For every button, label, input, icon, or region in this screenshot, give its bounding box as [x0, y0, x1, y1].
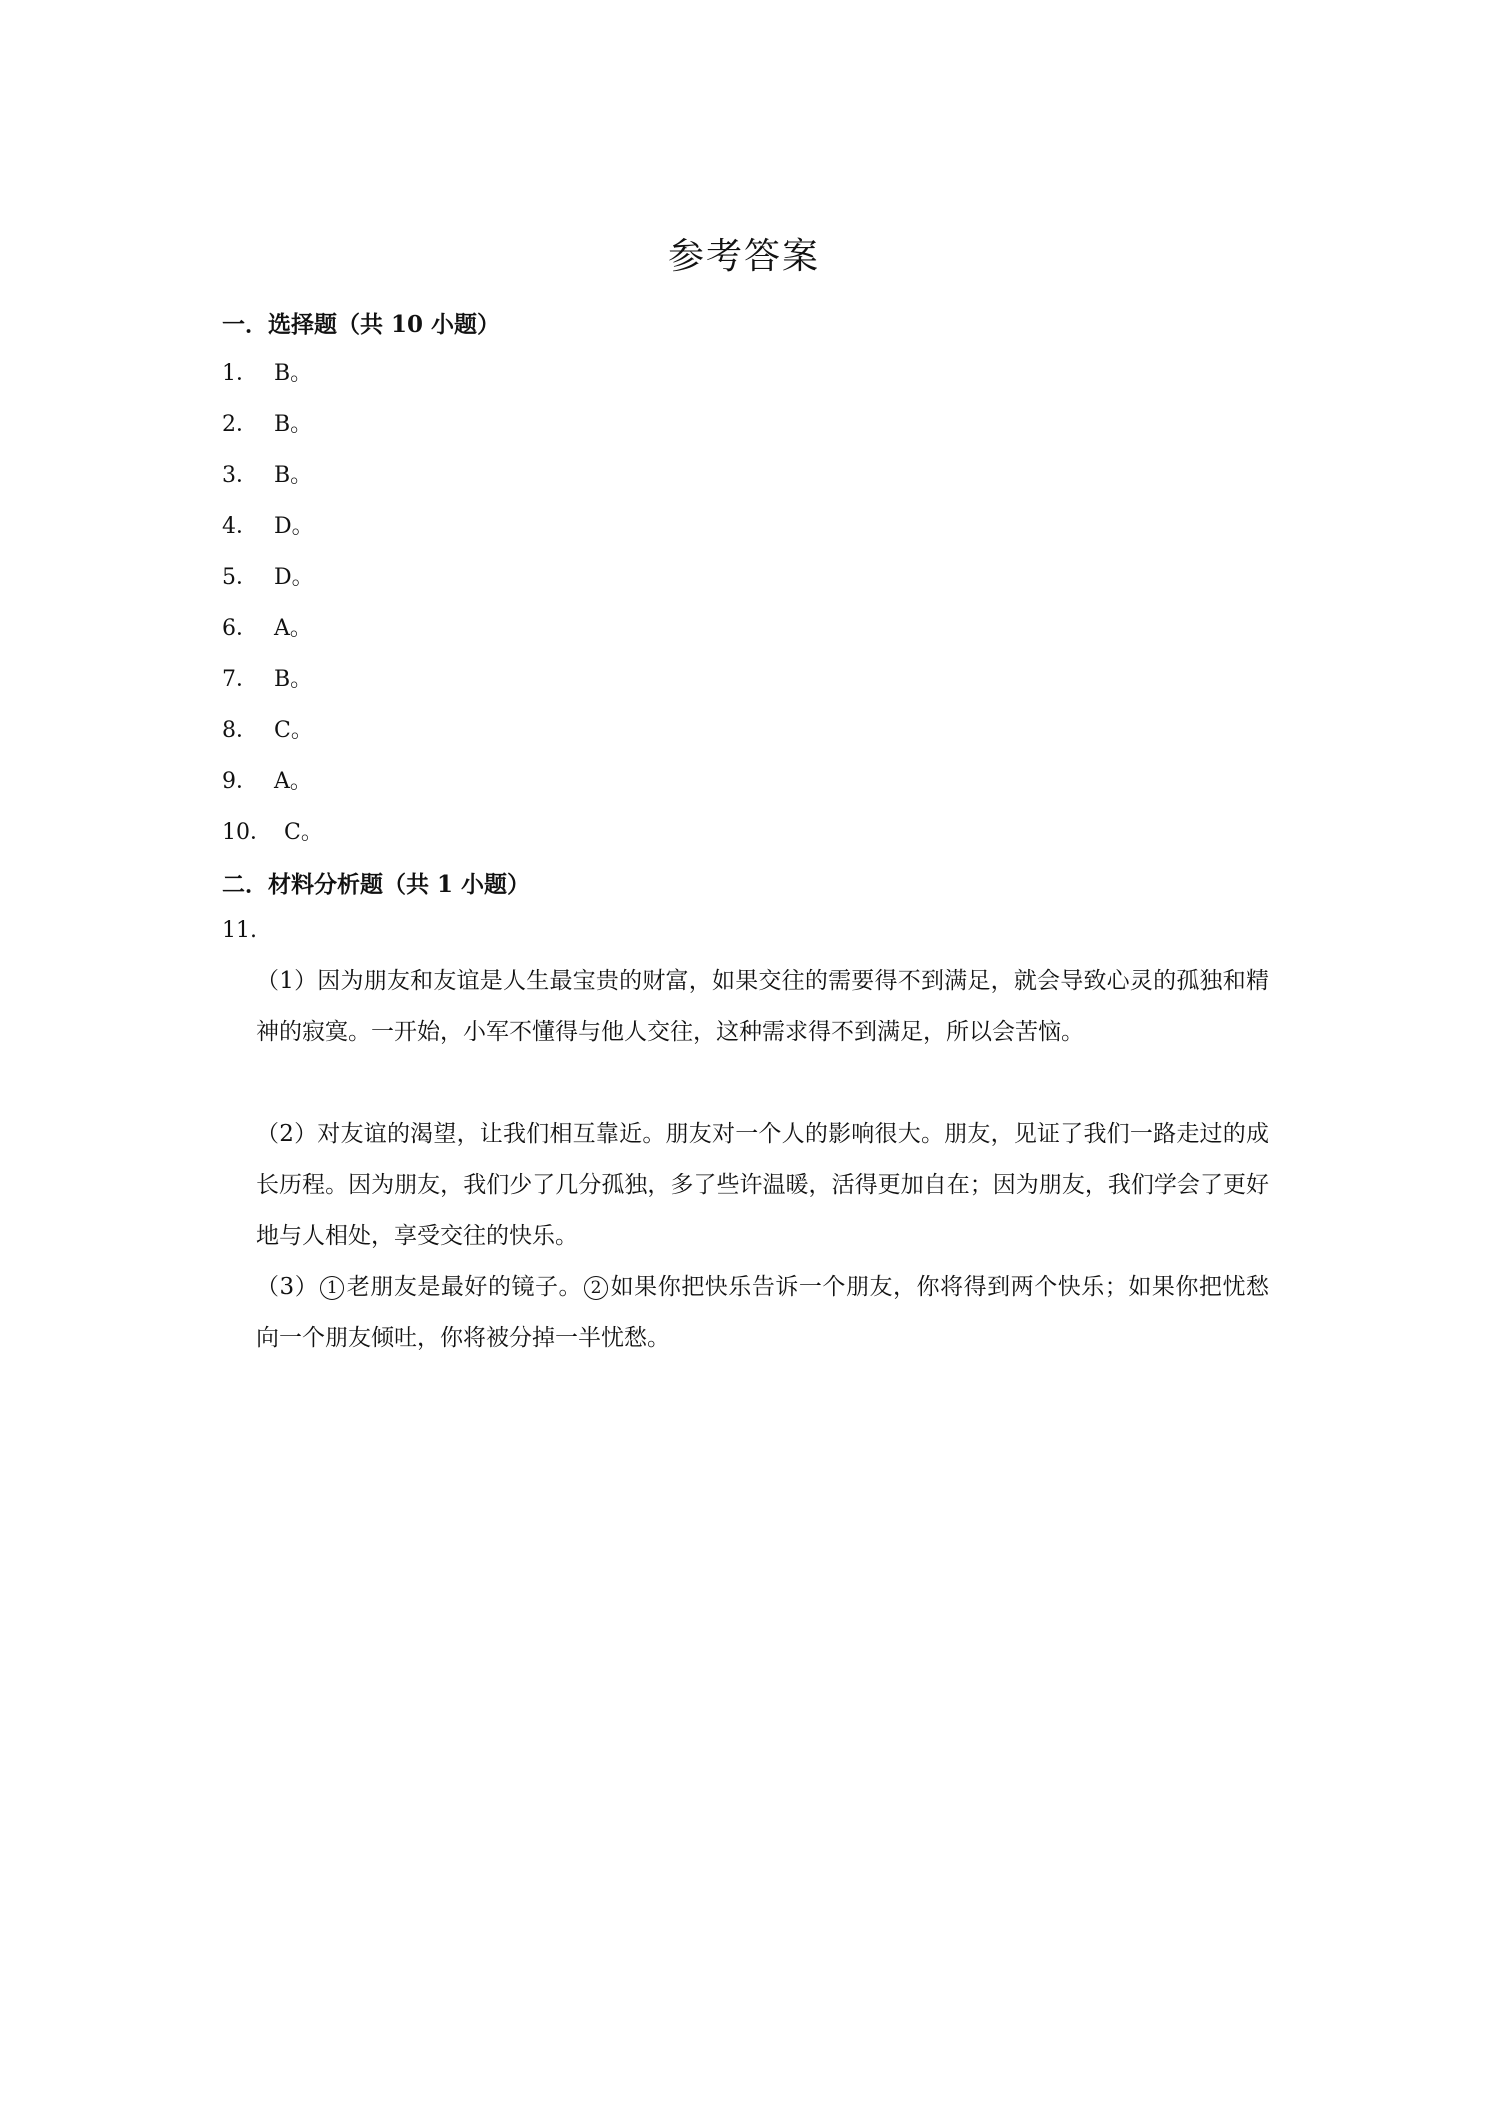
part3-text-2: 如果你把快乐告诉一个朋友，你将得到两个快乐；如果你把忧愁向一个朋友倾吐，你将被分掉一半忧愁。 [256, 1274, 1269, 1351]
answer-part-2: （2）对友谊的渴望，让我们相互靠近。朋友对一个人的影响很大。朋友，见证了我们一路走过的成长历程。因为朋友，我们少了几分孤独，多了些许温暖，活得更加自在；因为朋友，我们学会了更好地与人相处，享受交往的快乐。 [256, 1121, 1269, 1249]
answer-part-1: （1）因为朋友和友谊是人生最宝贵的财富，如果交往的需要得不到满足，就会导致心灵的孤独和精神的寂寞。一开始，小军不懂得与他人交往，这种需求得不到满足，所以会苦恼。 [256, 968, 1269, 1045]
answer-item-5 [222, 560, 314, 591]
answer-value: D。 [274, 565, 314, 590]
answer-item-2 [222, 407, 312, 438]
answer-item-4 [222, 509, 314, 540]
answer-number: 3． [222, 463, 258, 488]
answer-number: 4． [222, 514, 258, 539]
answer-item-1 [222, 356, 312, 387]
answer-value: B。 [274, 361, 313, 386]
answer-item-6 [222, 611, 312, 642]
answer-value: B。 [274, 667, 313, 692]
section-heading-analysis: 二．材料分析题（共 1 小题） [222, 871, 531, 898]
answer-number: 2． [222, 412, 258, 437]
answer-part-3 [256, 1262, 1269, 1364]
answer-value: B。 [274, 412, 313, 437]
answer-value: C。 [284, 820, 323, 845]
answer-value: A。 [274, 616, 312, 641]
answer-number: 6． [222, 616, 258, 641]
answer-item-10 [222, 815, 323, 846]
answer-value: C。 [274, 718, 313, 743]
circled-number-2: 2 [584, 1276, 608, 1300]
answer-number: 10． [222, 820, 272, 845]
answer-value: D。 [274, 514, 314, 539]
part3-text-1: 老朋友是最好的镜子。 [346, 1274, 583, 1300]
answer-item-9 [222, 764, 312, 795]
page-title: 参考答案 [667, 236, 820, 277]
answer-item-3 [222, 458, 312, 489]
answer-value: B。 [274, 463, 313, 488]
answer-number: 8． [222, 718, 258, 743]
answer-number: 5． [222, 565, 258, 590]
question-number: 11. [222, 918, 257, 943]
answer-number: 1． [222, 361, 258, 386]
section-heading-choice: 一．选择题（共 10 小题） [222, 311, 501, 338]
answer-number: 7． [222, 667, 258, 692]
answer-value: A。 [274, 769, 312, 794]
part-prefix: （3） [256, 1274, 319, 1300]
answer-item-8 [222, 713, 313, 744]
circled-number-1: 1 [320, 1276, 344, 1300]
answer-number: 9． [222, 769, 258, 794]
answer-item-7 [222, 662, 312, 693]
